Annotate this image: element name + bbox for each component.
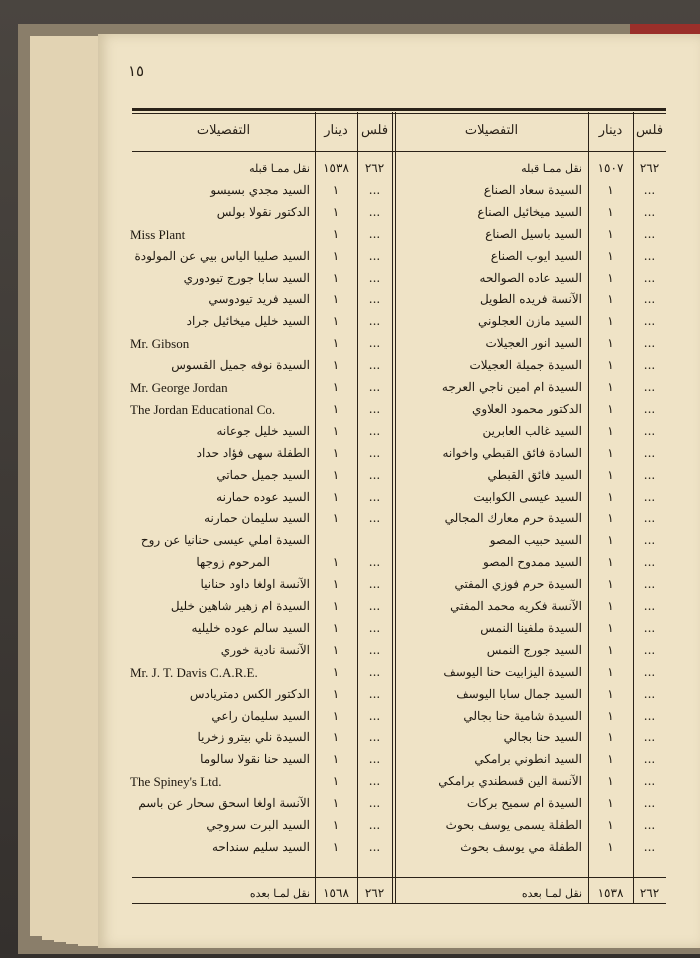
donor-name: السيد حبيب المصو (489, 533, 582, 548)
donor-name: السيدة جميلة العجيلات (469, 358, 582, 373)
donor-name: الآنسة فكريه محمد المفتي (450, 599, 582, 613)
fils-amount: ... (368, 445, 381, 460)
carry-forward-row (98, 158, 700, 179)
fils-amount: ... (643, 577, 656, 592)
dinar-amount: ١ (332, 708, 340, 723)
donor-name: السيد عيسى الكوابيت (473, 489, 582, 504)
dinar-amount: ١ (607, 818, 614, 832)
donor-name: السيد خليل ميخائيل جراد (186, 314, 310, 329)
donor-name: السيد انطوني برامكي (474, 752, 582, 767)
fils-amount: ... (368, 511, 381, 526)
carry-total-row (98, 883, 700, 904)
fils-amount: ... (643, 358, 656, 373)
ledger-row (98, 180, 700, 201)
dinar-amount: ١ (607, 796, 614, 811)
fils-amount: ... (643, 423, 656, 438)
right-header-details: التفصيلات (464, 123, 519, 138)
header-rule (132, 151, 666, 152)
ledger-page (98, 34, 700, 948)
donor-name: السيد غالب العابرين (482, 423, 582, 438)
dinar-amount: ١ (607, 270, 614, 285)
donor-name: السيد البرت سروجي (206, 818, 310, 832)
fils-amount: ... (643, 599, 656, 613)
ledger-row (98, 618, 700, 639)
page-number: ١٥ (128, 62, 145, 80)
dinar-amount: ١ (332, 577, 340, 592)
dinar-amount: ١ (332, 664, 340, 679)
donor-name: السيد فائق القبطي (487, 467, 582, 482)
donor-name: السيد ممدوح المصو (483, 555, 582, 570)
donor-name: المرحوم زوجها (196, 555, 270, 570)
dinar-amount: ١ (332, 248, 340, 263)
donor-name: السيد انور العجيلات (485, 336, 582, 351)
carry-label: نقل لمـا بعده (249, 887, 310, 900)
dinar-amount: ١ (332, 818, 340, 832)
fils-amount: ... (643, 182, 656, 197)
dinar-amount: ١ (332, 511, 340, 526)
ledger-row (98, 684, 700, 705)
carry-label: نقل لمـا بعده (521, 887, 582, 900)
donor-name: السيد جميل حماتي (216, 467, 310, 482)
fils-amount: ... (643, 730, 656, 745)
ledger-row (98, 727, 700, 748)
donor-name: السيد عاده الصوالحه (479, 270, 582, 285)
fils-amount: ... (368, 467, 381, 482)
fils-amount: ... (643, 204, 656, 219)
ledger-row (98, 706, 700, 727)
dinar-amount: ١ (332, 292, 340, 307)
ledger-row (98, 574, 700, 595)
fils-amount: ... (643, 226, 656, 241)
ledger-row (98, 465, 700, 486)
dinar-amount: ١٥٦٨ (323, 886, 349, 900)
ledger-row (98, 421, 700, 442)
dinar-amount: ١ (607, 577, 614, 592)
fils-amount: ... (368, 664, 381, 679)
dinar-amount: ١ (607, 752, 614, 767)
fils-amount: ... (643, 533, 656, 548)
dinar-amount: ١ (607, 774, 614, 789)
fils-amount: ... (368, 752, 381, 767)
fils-amount: ... (368, 380, 381, 394)
dinar-amount: ١ (607, 620, 614, 635)
fils-amount: ... (643, 686, 656, 701)
dinar-amount: ١ (607, 511, 614, 526)
ledger-row (98, 246, 700, 267)
dinar-amount: ١ (332, 358, 340, 373)
ledger-row (98, 640, 700, 661)
ledger-row (98, 662, 700, 683)
fils-amount: ... (643, 774, 656, 789)
donor-name: السيدة سعاد الصناع (483, 182, 582, 197)
fils-amount: ... (368, 774, 381, 789)
dinar-amount: ١ (607, 423, 614, 438)
dinar-amount: ١ (332, 423, 340, 438)
left-header-details: التفصيلات (196, 123, 251, 138)
fils-amount: ... (643, 642, 656, 657)
ledger-row (98, 837, 700, 858)
fils-amount: ... (368, 423, 381, 438)
ledger-row (98, 224, 700, 245)
fils-amount: ٢٦٢ (364, 886, 385, 900)
dinar-amount: ١ (332, 336, 340, 351)
fils-amount: ... (368, 730, 381, 745)
dinar-amount: ١ (607, 336, 614, 351)
donor-name: السيدة حرم معارك المجالي (444, 511, 582, 526)
dinar-amount: ١ (332, 401, 340, 416)
fils-amount: ... (368, 555, 381, 570)
donor-name: السيدة شامية حنا بجالي (463, 708, 582, 723)
ledger-row (98, 508, 700, 529)
donor-name: الآنسة نادية خوري (220, 642, 310, 657)
fils-amount: ... (368, 796, 381, 811)
fils-amount: ... (643, 796, 656, 811)
dinar-amount: ١٥٣٨ (597, 886, 624, 900)
donor-name: السيدة املي عيسى حنانيا عن روح (140, 533, 310, 548)
donor-name: السيد حنا بجالي (503, 730, 582, 745)
donor-name: السيد فريد تيودوسي (208, 292, 310, 307)
fils-amount: ... (368, 204, 381, 219)
fils-amount: ... (368, 292, 381, 307)
dinar-amount: ١ (607, 839, 614, 854)
dinar-amount: ١ (607, 445, 614, 460)
carry-label: نقل ممـا قبله (521, 162, 582, 175)
donor-name: Mr. J. T. Davis C.A.R.E. (130, 664, 258, 680)
left-header-dinar: دينار (324, 123, 348, 138)
dinar-amount: ١ (607, 599, 614, 613)
fils-amount: ... (643, 445, 656, 460)
carry-label: نقل ممـا قبله (249, 162, 310, 175)
donor-name: الآنسة اولغا داود حنانيا (200, 577, 310, 592)
dinar-amount: ١ (607, 555, 614, 570)
fils-amount: ... (643, 292, 656, 307)
dinar-amount: ١ (607, 730, 614, 745)
donor-name: السيدة ملفينا النمس (480, 620, 582, 635)
ledger-row (98, 596, 700, 617)
ledger-row (98, 552, 700, 573)
dinar-amount: ١ (607, 642, 614, 657)
donor-name: The Spiney's Ltd. (130, 774, 222, 790)
dinar-amount: ١ (332, 752, 340, 767)
dinar-amount: ١ (607, 380, 614, 394)
donor-name: السيد سابا جورج تيودوري (183, 270, 310, 285)
donor-name: السيد صليبا الياس بيي عن المولودة (134, 248, 310, 263)
fils-amount: ... (368, 314, 381, 329)
dinar-amount: ١ (607, 226, 614, 241)
fils-amount: ... (368, 620, 381, 635)
donor-name: السيدة نوفه جميل القسوس (171, 358, 310, 373)
donor-name: السيد سليمان راعي (211, 708, 310, 723)
donor-name: الآنسة اولغا اسحق سحار عن باسم (138, 796, 310, 811)
fils-amount: ... (368, 686, 381, 701)
dinar-amount: ١ (332, 226, 340, 241)
donor-name: السيد جورج النمس (486, 642, 582, 657)
dinar-amount: ١ (332, 599, 340, 613)
left-header-fils: فلس (360, 123, 389, 138)
ledger-row (98, 355, 700, 376)
dinar-amount: ١ (332, 314, 340, 329)
fils-amount: ... (643, 401, 656, 416)
fils-amount: ... (643, 839, 656, 854)
dinar-amount: ١ (332, 730, 340, 745)
ledger-row (98, 487, 700, 508)
fils-amount: ٢٦٢ (364, 161, 385, 175)
dinar-amount: ١ (607, 467, 614, 482)
donor-name: السيد عوده حمارنه (216, 489, 310, 504)
ledger-row (98, 771, 700, 792)
ledger-row (98, 399, 700, 420)
fils-amount: ... (643, 664, 656, 679)
donor-name: Mr. Gibson (130, 336, 190, 352)
dinar-amount: ١ (607, 686, 614, 701)
dinar-amount: ١ (607, 401, 614, 416)
ledger-row (98, 289, 700, 310)
donor-name: السيد سليمان حمارنه (204, 511, 310, 526)
dinar-amount: ١ (332, 182, 340, 197)
fils-amount: ... (643, 752, 656, 767)
fils-amount: ... (368, 599, 381, 613)
ledger-row (98, 377, 700, 398)
fils-amount: ... (643, 489, 656, 504)
donor-name: السيدة نلي بيترو زخريا (197, 730, 310, 745)
ledger-row (98, 443, 700, 464)
fils-amount: ... (643, 467, 656, 482)
donor-name: Mr. George Jordan (130, 380, 228, 395)
donor-name: السيد ايوب الصناع (490, 248, 582, 263)
fils-amount: ... (643, 620, 656, 635)
donor-name: الآنسة فريده الطويل (479, 292, 582, 307)
top-double-rule (132, 108, 666, 111)
right-header-fils: فلس (635, 123, 664, 138)
ledger-row (98, 333, 700, 354)
ledger-row (98, 311, 700, 332)
donor-name: السيد مازن العجلوني (478, 314, 582, 329)
donor-name: الطفلة يسمى يوسف بحوث (445, 818, 582, 832)
total-rule (132, 877, 666, 878)
dinar-amount: ١ (607, 708, 614, 723)
ledger-row (98, 530, 700, 551)
fils-amount: ٢٦٢ (639, 886, 660, 900)
dinar-amount: ١ (332, 620, 340, 635)
donor-name: السيد حنا نقولا سالوما (200, 752, 310, 767)
donor-name: السادة فائق القبطي واخوانه (442, 445, 582, 460)
donor-name: السيد باسيل الصناع (485, 226, 582, 241)
fils-amount: ... (368, 577, 381, 592)
fils-amount: ... (643, 380, 656, 394)
fils-amount: ... (643, 270, 656, 285)
dinar-amount: ١ (332, 774, 340, 789)
dinar-amount: ١ (607, 248, 614, 263)
ledger-row (98, 268, 700, 289)
dinar-amount: ١ (332, 642, 340, 657)
donor-name: السيدة ام زهير شاهين خليل (170, 599, 310, 613)
dinar-amount: ١ (332, 204, 340, 219)
donor-name: السيد مجدي بسيسو (210, 182, 310, 197)
fils-amount: ... (643, 314, 656, 329)
donor-name: الدكتور نقولا بولس (216, 204, 310, 219)
donor-name: الطفلة مي يوسف بحوث (460, 839, 582, 854)
donor-name: السيدة ام امين ناجي العرجه (441, 380, 582, 394)
right-header-dinar: دينار (598, 123, 623, 138)
donor-name: الآنسة الين قسطندي برامكي (438, 774, 582, 789)
donor-name: الدكتور محمود العلاوي (471, 401, 582, 416)
dinar-amount: ١ (332, 489, 340, 504)
fils-amount: ... (643, 336, 656, 351)
dinar-amount: ١ (332, 467, 340, 482)
donor-name: السيد جمال سابا اليوسف (456, 686, 582, 701)
fils-amount: ... (368, 336, 381, 351)
dinar-amount: ١ (332, 445, 340, 460)
fils-amount: ... (368, 182, 381, 197)
dinar-amount: ١ (332, 796, 340, 811)
donor-name: السيد سالم عوده خليليه (191, 620, 310, 635)
ledger-row (98, 793, 700, 814)
fils-amount: ... (368, 401, 381, 416)
fils-amount: ... (368, 358, 381, 373)
dinar-amount: ١ (607, 358, 614, 373)
fils-amount: ... (643, 818, 656, 832)
fils-amount: ... (643, 708, 656, 723)
fils-amount: ... (368, 248, 381, 263)
fils-amount: ... (368, 642, 381, 657)
ledger-row (98, 749, 700, 770)
donor-name: الطفلة سهى فؤاد حداد (196, 445, 310, 460)
dinar-amount: ١ (607, 182, 614, 197)
dinar-amount: ١ (607, 489, 614, 504)
dinar-amount: ١ (332, 686, 340, 701)
dinar-amount: ١٥٣٨ (323, 161, 349, 175)
fils-amount: ... (368, 708, 381, 723)
dinar-amount: ١ (607, 664, 614, 679)
ledger-row (98, 815, 700, 836)
fils-amount: ... (643, 248, 656, 263)
donor-name: السيد ميخائيل الصناع (477, 204, 582, 219)
fils-amount: ٢٦٢ (639, 161, 660, 175)
donor-name: The Jordan Educational Co. (130, 401, 276, 417)
donor-name: السيدة ام سميح بركات (466, 796, 582, 811)
fils-amount: ... (368, 489, 381, 504)
fils-amount: ... (643, 555, 656, 570)
fils-amount: ... (368, 270, 381, 285)
ledger-row (98, 202, 700, 223)
fils-amount: ... (368, 818, 381, 832)
dinar-amount: ١ (607, 533, 614, 548)
donor-name: السيدة اليزابيت حنا اليوسف (443, 664, 582, 679)
dinar-amount: ١ (607, 314, 614, 329)
dinar-amount: ١ (332, 380, 340, 394)
dinar-amount: ١ (332, 270, 340, 285)
donor-name: السيد خليل جوعانه (216, 423, 310, 438)
dinar-amount: ١ (332, 839, 340, 854)
fils-amount: ... (368, 839, 381, 854)
donor-name: السيد سليم سنداحه (211, 839, 310, 854)
dinar-amount: ١ (607, 204, 614, 219)
donor-name: Miss Plant (130, 226, 186, 242)
dinar-amount: ١ (332, 555, 340, 570)
dinar-amount: ١ (607, 292, 614, 307)
donor-name: السيدة حرم فوزي المفتي (454, 577, 582, 592)
donor-name: الدكتور الكس دمتريادس (189, 686, 310, 701)
fils-amount: ... (368, 226, 381, 241)
fils-amount: ... (643, 511, 656, 526)
dinar-amount: ١٥٠٧ (597, 161, 624, 175)
